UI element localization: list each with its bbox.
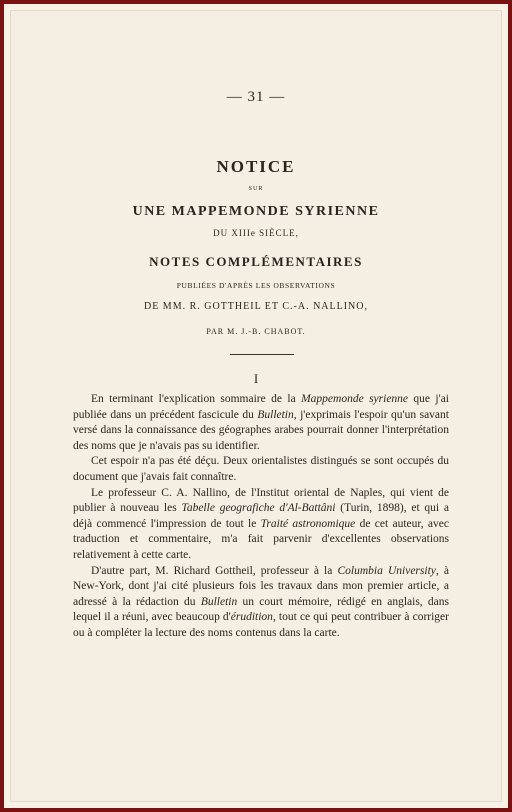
title-date: DU XIIIe SIÈCLE, <box>213 228 299 238</box>
title-main: NOTICE <box>216 157 296 176</box>
title-published: PUBLIÉES D'APRÈS LES OBSERVATIONS <box>176 281 336 290</box>
section-rule <box>230 354 294 355</box>
paragraph-1: En terminant l'explication sommaire de la Mappemonde syrienne que j'ai publiée dans un précédent fascicule du Bulletin, j'exprimais l'espoir qu'un savant versé dans la connaissance des géographes arabes pourrait donner l'interprétation des noms que je n'avais pas su identifier. <box>73 393 449 452</box>
paragraph-4: D'autre part, M. Richard Gottheil, professeur à la Columbia University, à New-York, dont j'ai cité plusieurs fois les travaux dans mon premier article, a adressé à la rédaction du Bulletin un court mémoire, rédigé en anglais, dans lequel il a réuni, avec beaucoup d'érudition, tout ce qui peut contribuer à corriger ou à compléter la lecture des noms contenus dans la carte. <box>73 564 450 639</box>
title-author: PAR M. J.-B. CHABOT. <box>206 327 306 336</box>
paragraph-3: Le professeur C. A. Nallino, de l'Institut oriental de Naples, qui vient de publier à nouveau les Tabelle geografiche d'Al-Battâni (Turin, 1898), et qui a déjà commencé l'impression de tout le Traité astronomique de cet auteur, avec traduction et commentaire, m'a fait parvenir d'excellentes observations relativement à cette carte. <box>73 486 449 561</box>
section-numeral: I <box>253 371 259 386</box>
title-connector: SUR <box>248 186 264 192</box>
title-names: DE MM. R. GOTTHEIL ET C.-A. NALLINO, <box>143 301 369 312</box>
document-page <box>10 10 502 802</box>
title-notes: NOTES COMPLÉMENTAIRES <box>149 254 363 269</box>
paragraph-2: Cet espoir n'a pas été déçu. Deux orientalistes distingués se sont occupés du document que j'avais fait connaître. <box>73 455 449 483</box>
page-number: — 31 — <box>226 89 286 105</box>
body-text <box>73 392 449 642</box>
title-subject: UNE MAPPEMONDE SYRIENNE <box>132 204 380 219</box>
